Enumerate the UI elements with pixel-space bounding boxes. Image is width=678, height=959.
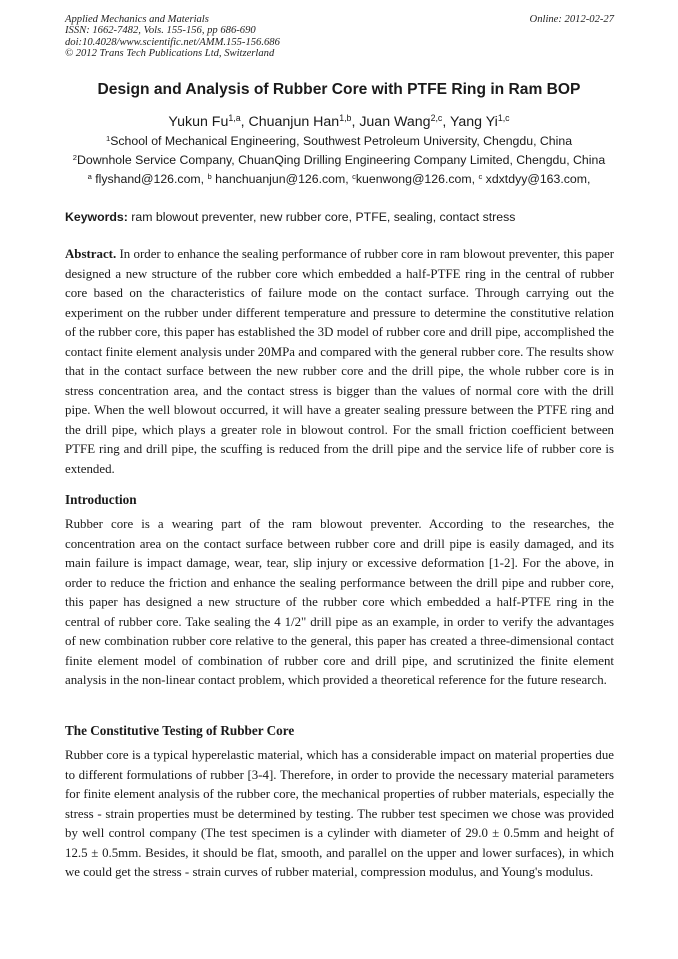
author-separator: , xyxy=(442,114,450,130)
email-mark: a xyxy=(87,171,92,181)
journal-issn: ISSN: 1662-7482, Vols. 155-156, pp 686-690 xyxy=(65,25,256,37)
journal-header xyxy=(65,14,280,60)
author-separator: , xyxy=(240,114,249,130)
author-affiliation-mark: 2,c xyxy=(430,113,443,124)
affiliation-mark: 2 xyxy=(72,152,78,162)
email-link[interactable]: xdxtdyy@163.com, xyxy=(485,172,591,186)
author-affiliation-mark: 1,b xyxy=(339,113,352,124)
keywords-text: ram blowout preventer, new rubber core, PTFE, sealing, contact stress xyxy=(127,210,516,224)
abstract-text: In order to enhance the sealing performance of rubber core in ram blowout preventer, this paper designed a new structure of the rubber core which embedded a half-PTFE ring in the central of rubber core based on the characteristics of failure mode on the contact surface. Through carrying out the experiment on the rubber under different temperature and pressure to determine the constitutive relation of the rubber core, this paper has established the 3D model of rubber core and drill pipe, accomplished the contact finite element analysis under 20MPa and compared with the general rubber core. The results show that in the contact surface between the new rubber core and the drill pipe, the whole rubber core is in stress concentration area, and the contact stress is bigger than the values of normal core with the drill pipe. When the well blowout occurred, it will have a greater sealing pressure between the PTFE ring and the drill pipe, which plays a greater role in blowout control. For the small friction coefficient between PTFE ring and drill pipe, the scuffing is reduced from the drill pipe and the service life of rubber core is extended. xyxy=(65,247,614,477)
affiliation-1 xyxy=(0,134,678,149)
email-link[interactable]: kuenwong@126.com, xyxy=(355,172,479,186)
section-heading-introduction: Introduction xyxy=(65,492,137,507)
author-affiliation-mark: 1,c xyxy=(497,113,510,124)
section-body-constitutive-testing: Rubber core is a typical hyperelastic material, which has a considerable impact on material properties due to different formulations of rubber [3-4]. Therefore, in order to provide the necessary material parameters for finite element analysis of the rubber core, the mechanical properties of rubber materials, especially the stress - strain properties must be determined by testing. The rubber test specimen we chose was provided by well control company (The test specimen is a cylinder with diameter of 29.0 ± 0.5mm and height of 12.5 ± 0.5mm. Besides, it should be flat, smooth, and parallel on the upper and lower surfaces), in which we could get the stress - strain curves of rubber material, compression modulus, and Young's modulus. xyxy=(65,748,614,880)
author-list xyxy=(0,114,678,131)
author-name: Chuanjun Han xyxy=(248,114,340,130)
affiliation-text: School of Mechanical Engineering, Southwest Petroleum University, Chengdu, China xyxy=(110,134,573,148)
section-body-introduction: Rubber core is a wearing part of the ram blowout preventer. According to the researches, the concentration area on the contact surface between rubber core and drill pipe is easily damaged, and its main failure is impact damage, wear, tear, slip injury or excessive deformation [1-2]. For the above, in order to reduce the friction and enhance the sealing performance between the drill pipe and rubber core, this paper has designed a new structure of the rubber core which embedded a half-PTFE ring in the central of rubber core. Take sealing the 4 1/2" drill pipe as an example, in order to verify the advantages of new combination rubber core relative to the general, this paper has created a three-dimensional contact finite element model of combination of rubber core and drill pipe, and scrutinized the finite element analysis in the non-linear contact problem, which provided a theoretical reference for the future research. xyxy=(65,517,614,688)
author-name: Juan Wang xyxy=(359,114,431,130)
affiliation-text: Downhole Service Company, ChuanQing Drilling Engineering Company Limited, Chengdu, China xyxy=(77,153,606,167)
affiliation-2 xyxy=(0,153,678,168)
email-link[interactable]: flyshand@126.com, xyxy=(95,172,208,186)
abstract-label: Abstract. xyxy=(65,247,117,261)
section-heading-constitutive-testing: The Constitutive Testing of Rubber Core xyxy=(65,723,295,738)
email-mark: b xyxy=(207,171,212,181)
keywords xyxy=(65,210,625,225)
author-separator: , xyxy=(351,114,360,130)
email-list xyxy=(0,172,678,187)
email-mark: c xyxy=(352,171,356,181)
author-affiliation-mark: 1,a xyxy=(228,113,241,124)
affiliation-mark: 1 xyxy=(105,133,111,143)
email-mark: c xyxy=(478,171,483,181)
journal-copyright: © 2012 Trans Tech Publications Ltd, Switzerland xyxy=(65,48,275,60)
author-name: Yang Yi xyxy=(449,114,498,130)
author-name: Yukun Fu xyxy=(168,114,229,130)
email-link[interactable]: hanchuanjun@126.com, xyxy=(215,172,353,186)
journal-name: Applied Mechanics and Materials xyxy=(65,14,209,25)
online-date: Online: 2012-02-27 xyxy=(529,14,614,25)
paper-title: Design and Analysis of Rubber Core with PTFE Ring in Ram BOP xyxy=(97,81,581,98)
keywords-label: Keywords: xyxy=(65,210,128,224)
abstract xyxy=(65,245,614,480)
journal-doi[interactable]: doi:10.4028/www.scientific.net/AMM.155-156.686 xyxy=(65,36,280,48)
